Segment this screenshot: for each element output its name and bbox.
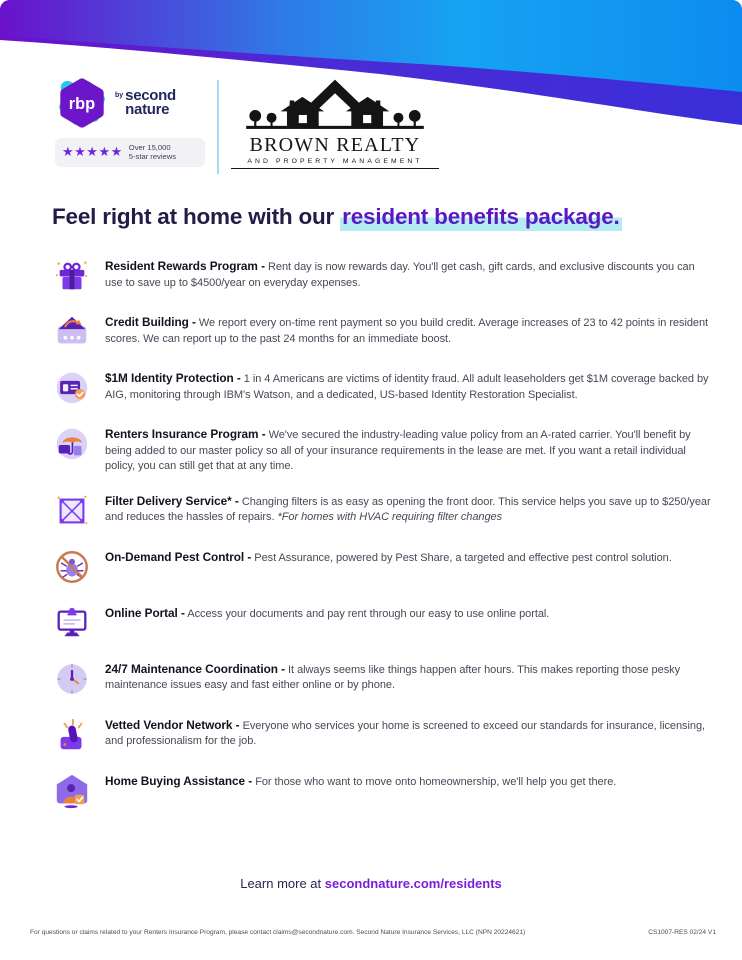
benefit-text: Filter Delivery Service* - Changing filters is as easy as opening the front door. This service helps you save up to $250/year and reduces the hassles of repairs. *For homes with HVAC requiring filter changes — [105, 493, 711, 524]
online-portal-icon — [52, 603, 92, 643]
logo-divider — [217, 80, 219, 174]
benefit-resident-rewards — [52, 256, 712, 296]
rbp-brand-block — [55, 76, 207, 167]
benefit-text: Credit Building - We report every on-time rent payment so you build credit. Average increases of 23 to 42 points in resident scores. We can report up to the past 24 months for an immediate boost. — [105, 315, 709, 345]
benefit-home-buying — [52, 771, 712, 811]
benefit-renters-insurance — [52, 424, 712, 475]
benefit-text: $1M Identity Protection - 1 in 4 Americans are victims of identity fraud. All adult leaseholders get $1M coverage backed by AIG, monitoring through IBM's Watson, and a dedicated, US-based Identity Restoration Specialist. — [105, 371, 709, 401]
rbp-lockup — [55, 76, 207, 130]
fineprint-row — [30, 929, 716, 936]
document-code: CS1007-RES 02/24 V1 — [648, 929, 716, 936]
benefit-text: Online Portal - Access your documents and pay rent through our easy to use online portal. — [105, 605, 550, 620]
pest-control-icon — [52, 547, 92, 587]
filter-delivery-icon — [52, 491, 92, 531]
headline-prefix: Feel right at home with our — [52, 204, 341, 229]
benefit-identity-protection — [52, 368, 712, 408]
brown-realty-houses-icon — [237, 76, 433, 134]
home-buying-icon — [52, 771, 92, 811]
identity-protection-icon — [52, 368, 92, 408]
thumbs-up-icon — [52, 715, 92, 755]
credit-building-icon — [52, 312, 92, 352]
brown-realty-name: BROWN REALTY — [249, 134, 421, 156]
svg-text:rbp: rbp — [68, 94, 96, 113]
brand-name: second nature — [125, 86, 176, 118]
gift-icon — [52, 256, 92, 296]
benefit-text: Resident Rewards Program - Rent day is now rewards day. You'll get cash, gift cards, and exclusive discounts you can use to save up to $4500/year on everyday expenses. — [105, 259, 695, 289]
reviews-badge — [55, 138, 205, 167]
learn-more-line — [0, 876, 742, 891]
benefit-text: Renters Insurance Program - We've secured the industry-leading value policy from an A-rated carrier. You'll benefit by being added to our master policy so all of your insurance requirements in the lease are met. If you want a retail individual policy, you can still get that at any time. — [105, 427, 691, 473]
headline-highlight: resident benefits package. — [342, 204, 620, 229]
second-nature-wordmark — [115, 86, 176, 118]
legal-text: For questions or claims related to your Renters Insurance Program, please contact claims@secondnature.com. Second Nature Insurance Services, LLC (NPN 20224621) — [30, 929, 526, 936]
logo-row — [55, 76, 439, 174]
benefits-list — [52, 256, 712, 827]
page-title — [52, 204, 722, 230]
benefit-vetted-vendors — [52, 715, 712, 755]
brown-realty-logo — [231, 76, 439, 169]
learn-more-link[interactable]: secondnature.com/residents — [324, 876, 502, 891]
benefit-filter-delivery — [52, 491, 712, 531]
rbp-badge-icon — [55, 76, 109, 130]
renters-insurance-icon — [52, 424, 92, 464]
benefit-text: 24/7 Maintenance Coordination - It always seems like things happen after hours. This makes reporting those pesky maintenance issues easy and fast either online or by phone. — [105, 661, 681, 692]
brown-realty-subtitle: AND PROPERTY MANAGEMENT — [231, 158, 439, 169]
by-label: by — [115, 91, 124, 99]
benefit-maintenance — [52, 659, 712, 699]
maintenance-clock-icon — [52, 659, 92, 699]
benefit-text: On-Demand Pest Control - Pest Assurance, powered by Pest Share, a targeted and effective pest control solution. — [105, 549, 672, 564]
benefit-text: Home Buying Assistance - For those who want to move onto homeownership, we'll help you get there. — [105, 773, 617, 788]
benefit-text: Vetted Vendor Network - Everyone who services your home is screened to exceed our standards for insurance, licensing, and professionalism for the job. — [105, 717, 706, 748]
five-stars-icon: ★★★★★ — [62, 144, 123, 160]
benefit-pest-control — [52, 547, 712, 587]
reviews-text: Over 15,000 5-star reviews — [128, 143, 177, 162]
benefit-online-portal — [52, 603, 712, 643]
learn-more-prefix: Learn more at — [240, 876, 325, 891]
benefit-credit-building — [52, 312, 712, 352]
